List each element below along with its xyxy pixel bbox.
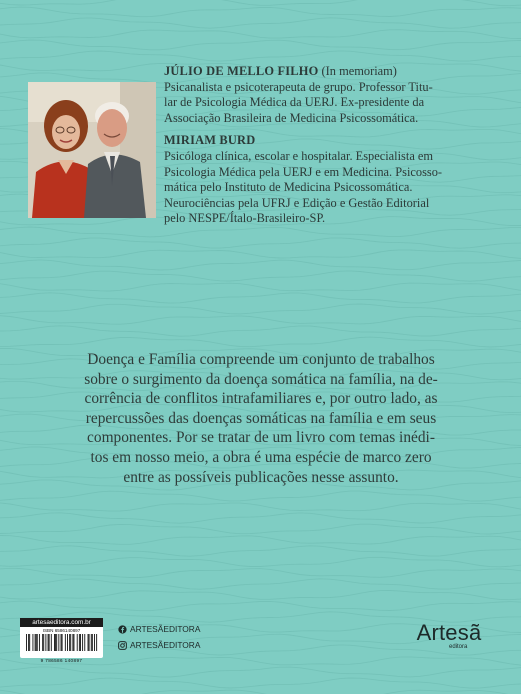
facebook-icon: [118, 625, 127, 634]
barcode-bar: [32, 634, 33, 651]
synopsis-line: repercussões das doenças somáticas na família e em seus: [85, 409, 437, 427]
wave-line: [0, 524, 521, 534]
synopsis-line: tos em nosso meio, a obra é uma espécie de marco zero: [90, 448, 432, 466]
barcode-bar: [70, 634, 71, 651]
barcode-bar: [74, 634, 75, 651]
author-1-name: JÚLIO DE MELLO FILHO: [164, 64, 319, 78]
author-2-name: MIRIAM BURD: [164, 133, 256, 148]
barcode-bar: [55, 634, 56, 651]
authors-photo: [28, 82, 156, 218]
barcode-bar: [51, 634, 52, 651]
barcode-bar: [48, 634, 49, 651]
barcode-bar: [29, 634, 30, 651]
publisher-name: Artesã: [416, 620, 482, 645]
author-2-line: Psicóloga clínica, escolar e hospitalar. Especialista em: [164, 148, 434, 163]
wave-line: [0, 503, 521, 511]
author-2-line: Neurociências pela UFRJ e Edição e Gestão Editorial: [164, 195, 430, 210]
barcode-bar: [56, 634, 57, 651]
facebook-handle-text: ARTESÃEDITORA: [130, 624, 201, 634]
barcode-bar: [36, 634, 37, 651]
barcode-bar: [58, 634, 59, 651]
author-1-line: Psicanalista e psicoterapeuta de grupo. Professor Titu-: [164, 79, 433, 94]
barcode-bar: [65, 634, 66, 651]
barcode-bar: [42, 634, 43, 651]
wave-line: [0, 293, 521, 303]
wave-line: [0, 271, 521, 281]
instagram-handle[interactable]: [118, 640, 200, 650]
wave-line: [0, 51, 521, 61]
publisher-website: artesaeditora.com.br: [20, 618, 103, 627]
barcode-bar: [35, 634, 36, 651]
synopsis-line: sobre o surgimento da doença somática na família, na de-: [84, 370, 438, 388]
wave-line: [0, 557, 521, 567]
author-2-line: pelo NESPE/Ítalo-Brasileiro-SP.: [164, 211, 326, 226]
wave-line: [0, 513, 521, 523]
barcode-bar: [72, 634, 73, 651]
wave-line: [0, 7, 521, 17]
synopsis-line: Doença e Família compreende um conjunto de trabalhos: [87, 351, 435, 368]
publisher-subtitle: editora: [449, 644, 468, 650]
author-2-line: Psicologia Médica pela UERJ e em Medicina. Psicosso-: [164, 164, 443, 179]
facebook-handle[interactable]: [118, 624, 200, 634]
barcode-bar: [69, 634, 70, 651]
wave-line: [0, 536, 521, 545]
barcode-bar: [39, 634, 40, 651]
synopsis-line: corrência de conflitos intrafamiliares e, por outro lado, as: [84, 390, 438, 408]
barcode-bar: [84, 634, 85, 651]
barcode-bar: [91, 634, 92, 651]
wave-line: [0, 260, 521, 270]
barcode-bar: [67, 634, 68, 651]
barcode-bar: [79, 634, 80, 651]
barcode-bar: [45, 634, 46, 651]
barcode-bar: [77, 634, 78, 651]
barcode-bar: [82, 634, 83, 651]
instagram-handle-text: ARTESÃEDITORA: [130, 640, 201, 650]
synopsis-line: entre as possíveis publicações nesse assunto.: [123, 468, 399, 486]
synopsis-line: componentes. Por se tratar de um livro com temas inédi-: [87, 429, 435, 447]
wave-line: [0, 491, 521, 501]
barcode-bar: [54, 634, 55, 651]
wave-line: [0, 227, 521, 237]
wave-line: [0, 601, 521, 611]
barcode-bar: [61, 634, 62, 651]
wave-line: [0, 667, 521, 677]
author-1-line: Associação Brasileira de Medicina Psicossomática.: [164, 110, 419, 125]
wave-line: [0, 690, 521, 694]
barcode-bar: [26, 634, 27, 651]
wave-line: [0, 591, 521, 600]
barcode-bar: [80, 634, 81, 651]
wave-line: [0, 283, 521, 291]
instagram-icon: [118, 641, 127, 650]
wave-line: [0, 30, 521, 39]
barcode-bar: [28, 634, 29, 651]
wave-line: [0, 678, 521, 688]
wave-line: [0, 40, 521, 50]
wave-line: [0, 316, 521, 325]
isbn-label: ISBN 6586140897: [42, 628, 81, 633]
barcode-bar: [96, 634, 97, 651]
wave-line: [0, 18, 521, 28]
barcode-bar: [37, 634, 38, 651]
barcode-bars: [20, 633, 103, 653]
wave-line: [0, 304, 521, 314]
barcode-bar: [49, 634, 50, 651]
wave-line: [0, 337, 521, 347]
synopsis: [28, 350, 494, 487]
authors-bio: [164, 64, 504, 227]
author-2-line: mática pelo Instituto de Medicina Psicossomática.: [164, 180, 413, 195]
author-1-heading: [164, 64, 504, 80]
wave-line: [0, 568, 521, 577]
author-1-line: lar de Psicologia Médica da UERJ. Ex-presidente da: [164, 95, 425, 110]
barcode-bar: [89, 634, 90, 651]
wave-line: [0, 0, 521, 6]
wave-line: [0, 326, 521, 336]
isbn-barcode: [20, 618, 103, 663]
barcode-digits: 9 786586 140897: [40, 658, 83, 663]
barcode-bar: [62, 634, 63, 651]
wave-line: [0, 250, 521, 258]
barcode-bar: [92, 634, 93, 651]
publisher-logo: [403, 622, 495, 650]
wave-line: [0, 238, 521, 248]
barcode-bar: [88, 634, 89, 651]
barcode-bar: [43, 634, 44, 651]
barcode-bar: [94, 634, 95, 651]
author-1-note: (In memoriam): [321, 64, 397, 78]
wave-line: [0, 579, 521, 589]
wave-line: [0, 546, 521, 556]
